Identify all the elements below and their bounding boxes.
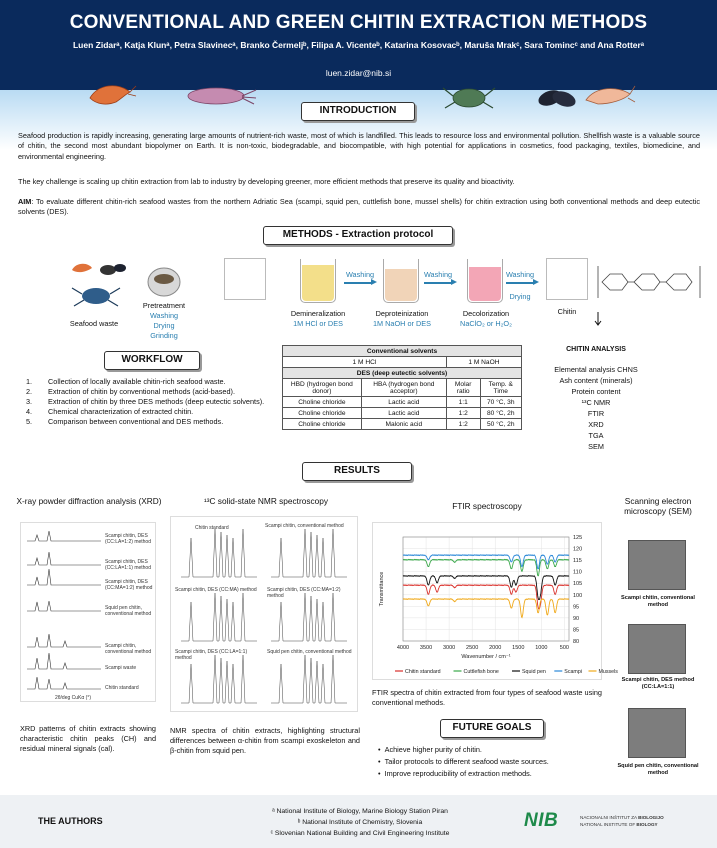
ftir-chart bbox=[373, 523, 618, 681]
des-header: DES (deep eutectic solvents) bbox=[283, 368, 522, 379]
down-arrow-icon bbox=[594, 312, 602, 328]
xrd-trace bbox=[27, 601, 101, 611]
sem-image-2 bbox=[628, 624, 686, 674]
pretreatment-label: Pretreatment bbox=[142, 301, 186, 310]
washing-label-2: Washing bbox=[423, 270, 453, 279]
decolorization-label: Decolorization bbox=[462, 309, 510, 318]
ftir-legend-label: Scampi bbox=[564, 669, 582, 675]
nmr-spectrum bbox=[271, 593, 347, 641]
solvents-table bbox=[282, 345, 522, 430]
sem-caption-1: Scampi chitin, conventional method bbox=[621, 595, 695, 608]
chitin-structure-icon bbox=[596, 262, 706, 302]
ftir-y-tick: 120 bbox=[573, 546, 583, 553]
institute-name: NACIONALNI INŠTITUT ZA BIOLOGIJO NATIONAL INSTITUTE OF BIOLOGY bbox=[580, 815, 664, 827]
analysis-item: Elemental analysis CHNS bbox=[554, 365, 638, 374]
workflow-item: 4. Chemical characterization of extracted chitin. bbox=[26, 407, 194, 417]
workflow-item: 2. Extraction of chitin by conventional methods (acid-based). bbox=[26, 387, 235, 397]
table-row: Choline chloride Lactic acid 1:1 70 °C, 3h bbox=[283, 397, 522, 408]
ftir-plot-frame bbox=[403, 537, 569, 641]
future-goal-item: • Achieve higher purity of chitin. bbox=[378, 745, 482, 754]
xrd-trace-label: Scampi chitin, DES (CC:LA=1:1) method bbox=[105, 559, 151, 571]
analysis-item: ¹³C NMR bbox=[581, 398, 611, 407]
arrow-2 bbox=[424, 282, 452, 284]
mussels-icon bbox=[534, 84, 578, 112]
nmr-spectrum bbox=[271, 529, 347, 577]
nmr-panel-label: Squid pen chitin, conventional method bbox=[267, 649, 352, 655]
table-row: Choline chloride Lactic acid 1:2 80 °C, 2h bbox=[283, 408, 522, 419]
nmr-spectrum bbox=[181, 655, 257, 703]
pretreatment-step-2: Drying bbox=[153, 321, 175, 330]
future-goal-item: • Improve reproducibility of extraction methods. bbox=[378, 769, 532, 778]
xrd-title: X-ray powder diffraction analysis (XRD) bbox=[16, 496, 162, 506]
col-temp-time: Temp. & Time bbox=[480, 379, 522, 397]
ftir-x-tick: 2500 bbox=[466, 645, 479, 651]
demineralization-label: Demineralization bbox=[290, 309, 346, 318]
washing-label-3: Washing bbox=[505, 270, 535, 279]
pretreatment-step-3: Grinding bbox=[150, 331, 178, 340]
naoh-cell: 1 M NaOH bbox=[446, 357, 521, 368]
col-molar-ratio: Molar ratio bbox=[446, 379, 480, 397]
ftir-y-tick: 105 bbox=[573, 581, 583, 588]
sem-image-3 bbox=[628, 708, 686, 758]
ftir-title: FTIR spectroscopy bbox=[452, 501, 522, 511]
ftir-y-tick: 95 bbox=[573, 604, 580, 611]
workflow-item: 5. Comparison between conventional and DES methods. bbox=[26, 417, 224, 427]
ftir-x-tick: 3500 bbox=[419, 645, 433, 651]
deproteinization-label: Deproteinization bbox=[375, 309, 429, 318]
xrd-figure bbox=[20, 522, 156, 702]
arrow-1 bbox=[344, 282, 372, 284]
xrd-trace-label: Scampi chitin, DES (CC:LA=1:2) method bbox=[105, 533, 151, 545]
ftir-y-tick: 125 bbox=[573, 535, 583, 541]
ftir-legend-label: Squid pen bbox=[522, 669, 546, 675]
ground-sample-icon bbox=[146, 264, 182, 300]
sem-title: Scanning electron microscopy (SEM) bbox=[624, 496, 692, 516]
decolorization-beaker bbox=[467, 259, 503, 303]
ftir-y-tick: 90 bbox=[573, 615, 580, 622]
affiliation-c: ᶜ Slovenian National Building and Civil Engineering Institute bbox=[270, 830, 450, 837]
poster-header bbox=[0, 0, 717, 90]
authors-line: Luen Zidarᵃ, Katja Klunᵃ, Petra Slavinecᵃ, Branko Čermeljᵇ, Filipa A. Vicenteᵇ, Katarina Kosovacᵇ, Maruša Mrakᶜ, Sara Tomincᶜ and Ana Rotterᵃ bbox=[72, 40, 645, 50]
nmr-spectrum bbox=[181, 593, 257, 641]
analysis-item: TGA bbox=[588, 431, 604, 440]
analysis-item: SEM bbox=[588, 442, 604, 451]
decolorization-reagent: NaClO₂ or H₂O₂ bbox=[460, 319, 512, 328]
nib-logo: NIB bbox=[524, 810, 559, 831]
hcl-cell: 1 M HCl bbox=[283, 357, 447, 368]
nmr-panel-label: Scampi chitin, DES (CC:MA) method bbox=[175, 587, 257, 593]
intro-paragraph-1: Seafood production is rapidly increasing, generating large amounts of nutrient-rich waste, most of which is landfilled. This leads to resource loss and environmental pollution. Shellfish waste is a valuable source of chitin, the second most abundant biopolymer on Earth. It is non-toxic, biodegradable, and biocompatible, with high potential for applications in cosmetics, food packaging, textiles, biomedicine, and environmental engineering. bbox=[18, 131, 700, 161]
methods-heading: METHODS - Extraction protocol bbox=[263, 226, 453, 245]
nmr-caption: NMR spectra of chitin extracts, highlighting structural differences between α-chitin from scampi exoskeleton and β-chitin from squid pen. bbox=[170, 726, 360, 755]
analysis-item: Ash content (minerals) bbox=[559, 376, 633, 385]
affiliations bbox=[225, 806, 495, 839]
ftir-y-tick: 110 bbox=[573, 569, 582, 576]
ftir-xlabel: Wavenumber / cm⁻¹ bbox=[461, 654, 511, 660]
nmr-panel-label: Scampi chitin, DES (CC:MA=1:2) method bbox=[267, 587, 341, 599]
col-hba: HBA (hydrogen bond acceptor) bbox=[361, 379, 446, 397]
aim-paragraph bbox=[18, 197, 700, 218]
affiliation-a: ᵃ National Institute of Biology, Marine Biology Station Piran bbox=[272, 808, 448, 815]
workflow-item: 1. Collection of locally available chitin-rich seafood waste. bbox=[26, 377, 226, 386]
seafood-waste-icon bbox=[66, 258, 132, 314]
conventional-solvents-header: Conventional solvents bbox=[283, 346, 522, 357]
shrimp-icon bbox=[86, 80, 138, 110]
table-row: Choline chloride Malonic acid 1:2 50 °C, 2h bbox=[283, 419, 522, 430]
ftir-legend-label: Chitin standard bbox=[405, 669, 441, 675]
future-goals-heading: FUTURE GOALS bbox=[440, 719, 544, 738]
introduction-heading: INTRODUCTION bbox=[301, 102, 415, 121]
xrd-trace bbox=[27, 677, 101, 689]
ftir-x-tick: 2000 bbox=[489, 645, 502, 651]
ftir-x-tick: 3000 bbox=[442, 645, 456, 651]
col-hbd: HBD (hydrogen bond donor) bbox=[283, 379, 362, 397]
xrd-trace-label: Scampi chitin, DES (CC:MA=1:2) method bbox=[105, 579, 153, 591]
xrd-trace-label: Scampi chitin, conventional method bbox=[105, 643, 152, 655]
xrd-trace-label: Chitin standard bbox=[105, 685, 139, 691]
ftir-y-tick: 80 bbox=[573, 639, 580, 645]
xrd-trace bbox=[27, 531, 101, 541]
demineralization-beaker bbox=[300, 259, 336, 303]
squid-icon bbox=[182, 82, 258, 110]
poster-title: CONVENTIONAL AND GREEN CHITIN EXTRACTION METHODS bbox=[69, 12, 648, 33]
demineralization-reagent: 1M HCl or DES bbox=[293, 319, 343, 328]
deproteinization-beaker bbox=[383, 259, 419, 303]
xrd-caption: XRD patterns of chitin extracts showing characteristic chitin peaks (CH) and residual mineral signals (cal). bbox=[20, 724, 156, 753]
ftir-x-tick: 1000 bbox=[535, 645, 548, 651]
chitin-analysis-heading: CHITIN ANALYSIS bbox=[566, 346, 626, 353]
nmr-panel-label: Scampi chitin, DES (CC:LA=1:1) method bbox=[175, 649, 248, 661]
analysis-item: FTIR bbox=[587, 409, 605, 418]
xrd-trace bbox=[27, 569, 101, 585]
aim-text: : To evaluate different chitin-rich seafood wastes from the northern Adriatic Sea (scampi, squid pen, cuttlefish bone, mussel shells) for chitin extraction using both conventional methods and deep eutectic solvents (DES). bbox=[18, 197, 700, 217]
sem-image-1 bbox=[628, 540, 686, 590]
results-heading: RESULTS bbox=[302, 462, 412, 481]
blank-box-1 bbox=[224, 258, 266, 300]
workflow-list bbox=[26, 377, 272, 427]
nmr-spectrum bbox=[271, 655, 347, 703]
nmr-panel-label: Chitin standard bbox=[195, 525, 229, 531]
ftir-series-line bbox=[403, 559, 569, 575]
chitin-box bbox=[546, 258, 588, 300]
nmr-panel-label: Scampi chitin, conventional method bbox=[265, 523, 344, 529]
aim-label: AIM bbox=[18, 197, 32, 206]
future-goal-item: • Tailor protocols to different seafood waste sources. bbox=[378, 757, 549, 766]
ftir-ylabel: Transmittance bbox=[379, 571, 385, 607]
xrd-xlabel: 2θ/deg CuKα (°) bbox=[54, 695, 92, 701]
sem-caption-2: Scampi chitin, DES method (CC:LA=1:1) bbox=[621, 677, 695, 690]
workflow-item: 3. Extraction of chitin by three DES methods (deep eutectic solvents). bbox=[26, 397, 265, 407]
analysis-item: XRD bbox=[588, 420, 604, 429]
washing-label-1: Washing bbox=[345, 270, 375, 279]
chitin-label: Chitin bbox=[557, 307, 577, 316]
workflow-heading: WORKFLOW bbox=[104, 351, 200, 370]
xrd-trace-label: Scampi waste bbox=[105, 665, 137, 671]
ftir-x-tick: 4000 bbox=[396, 645, 410, 651]
crab-icon bbox=[440, 82, 498, 110]
xrd-trace bbox=[27, 552, 101, 565]
analysis-item: Protein content bbox=[571, 387, 621, 396]
ftir-y-tick: 85 bbox=[573, 627, 580, 634]
seafood-waste-label: Seafood waste bbox=[69, 319, 119, 328]
ftir-y-tick: 100 bbox=[573, 592, 583, 599]
nmr-spectrum bbox=[181, 529, 257, 577]
ftir-x-tick: 1500 bbox=[512, 645, 525, 651]
ftir-legend-label: Mussels bbox=[598, 669, 618, 675]
ftir-series-line bbox=[403, 599, 569, 618]
xrd-trace-label: Squid pen chitin, conventional method bbox=[105, 605, 152, 617]
ftir-caption: FTIR spectra of chitin extracted from four types of seafood waste using conventional methods. bbox=[372, 688, 602, 707]
ftir-y-tick: 115 bbox=[573, 558, 582, 565]
future-goals-list bbox=[378, 744, 549, 780]
nmr-figure bbox=[170, 516, 358, 712]
intro-paragraph-2: The key challenge is scaling up chitin extraction from lab to industry by developing greener, more efficient methods that preserve its quality and bioactivity. bbox=[18, 177, 515, 186]
deproteinization-reagent: 1M NaOH or DES bbox=[373, 319, 431, 328]
affiliation-b: ᵇ National Institute of Chemistry, Slovenia bbox=[297, 819, 423, 826]
contact-email: luen.zidar@nib.si bbox=[325, 68, 392, 78]
ftir-figure bbox=[372, 522, 618, 680]
pretreatment-step-1: Washing bbox=[149, 311, 179, 320]
nmr-spectra-plot bbox=[171, 517, 359, 713]
authors-label: THE AUTHORS bbox=[38, 816, 103, 826]
nmr-title: ¹³C solid-state NMR spectroscopy bbox=[203, 496, 329, 506]
arrow-3 bbox=[506, 282, 534, 284]
sem-caption-3: Squid pen chitin, conventional method bbox=[617, 763, 699, 776]
xrd-trace bbox=[27, 653, 101, 669]
ftir-series-line bbox=[403, 576, 569, 600]
ftir-x-tick: 500 bbox=[559, 645, 569, 651]
xrd-trace bbox=[27, 634, 101, 647]
scampi-icon bbox=[580, 80, 636, 110]
ftir-legend-label: Cuttlefish bone bbox=[463, 669, 499, 675]
drying-label: Drying bbox=[509, 292, 531, 301]
